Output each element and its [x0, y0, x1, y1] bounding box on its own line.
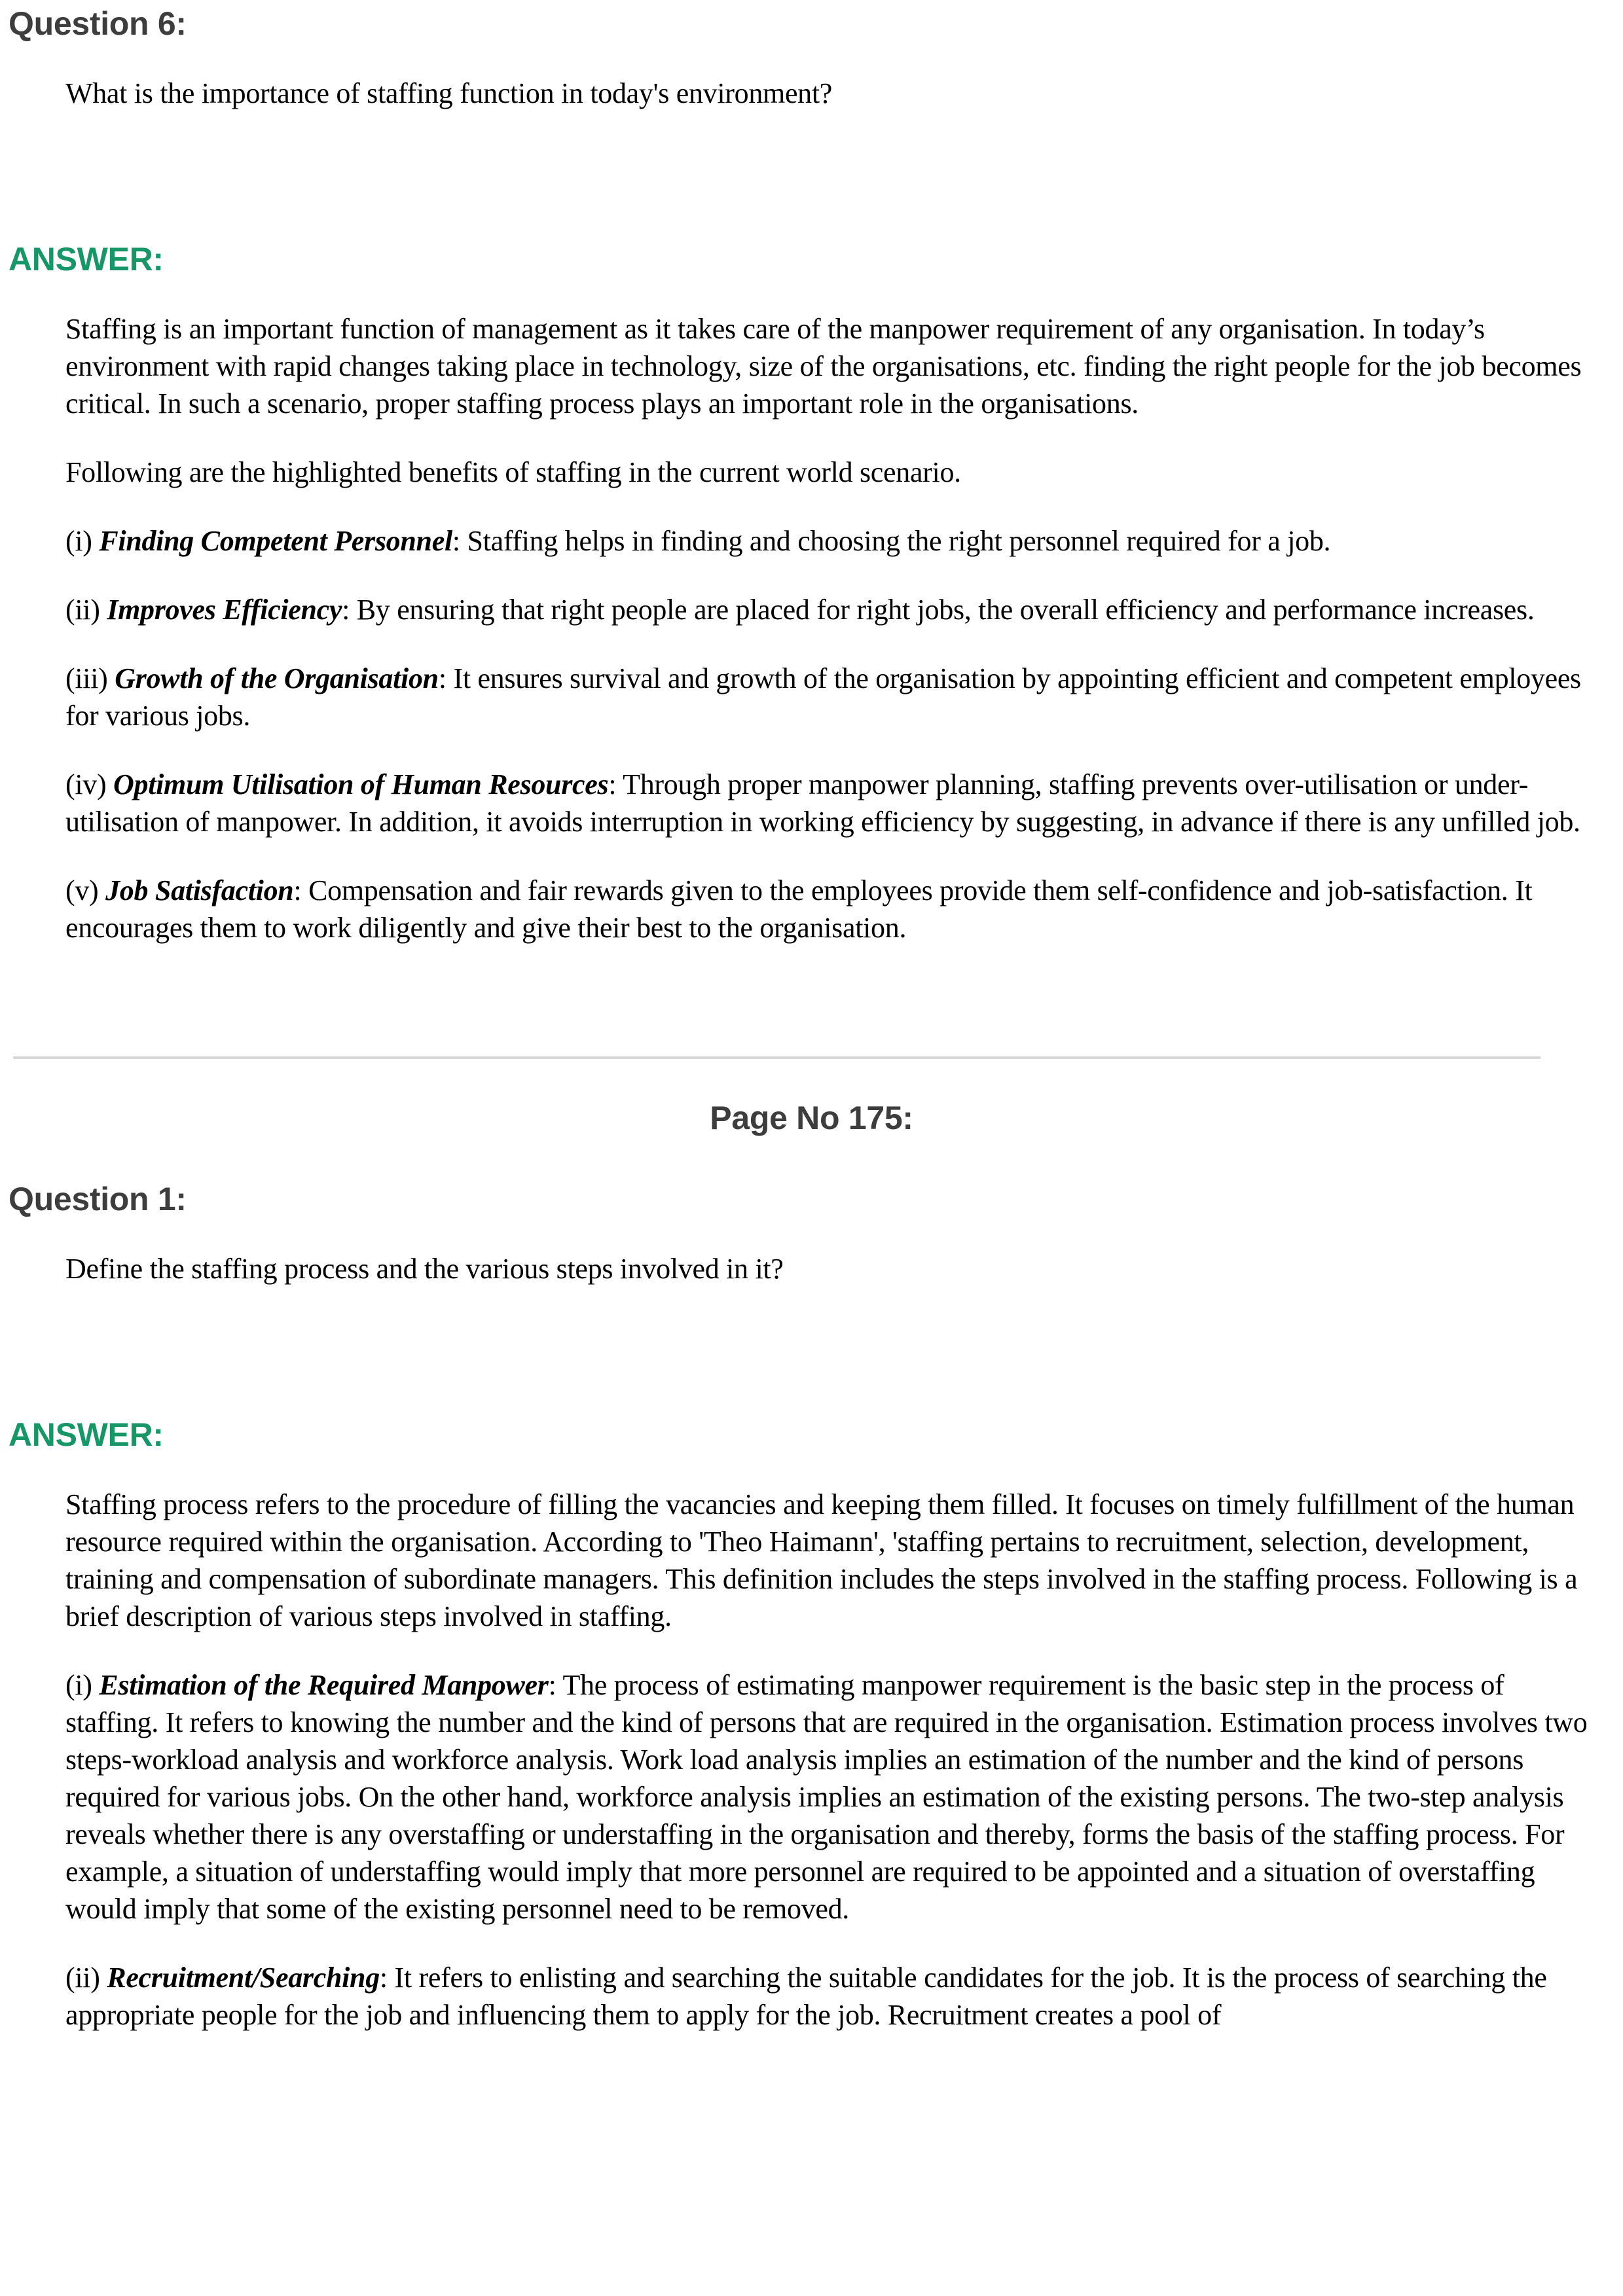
item-lead: Optimum Utilisation of Human Resources: [113, 768, 609, 800]
section-question-1: [0, 1175, 1623, 2034]
answer-paragraph: Following are the highlighted benefits of staffing in the current world scenario.: [65, 456, 961, 488]
item-text: : It refers to enlisting and searching the suitable candidates for the job. It is the process of searching the appropriate people for the job and influencing them to apply for the job. Recruitment creates a pool of: [65, 1962, 1547, 2031]
list-item: [65, 591, 1594, 628]
item-prefix: (iii): [65, 662, 115, 694]
item-lead: Improves Efficiency: [107, 594, 342, 626]
page-number-heading: Page No 175:: [710, 1100, 913, 1136]
section-question-6: [0, 0, 1623, 946]
item-lead: Finding Competent Personnel: [99, 525, 452, 557]
item-text: : The process of estimating manpower requirement is the basic step in the process of staffing. It refers to knowing the number and the kind of persons that are required in the organisation. Estimation process involves two steps-workload analysis and workforce analysis. Work load analysis implies an estimation of the number and the kind of persons required for various jobs. On the other hand, workforce analysis implies an estimation of the existing persons. The two-step analysis reveals whether there is any overstaffing or understaffing in the organisation and thereby, forms the basis of the staffing process. For example, a situation of understaffing would imply that more personnel are required to be appointed and a situation of overstaffing would imply that some of the existing personnel need to be removed.: [65, 1669, 1588, 1925]
page-divider: [13, 1056, 1541, 1059]
item-text: : By ensuring that right people are placed for right jobs, the overall efficiency and performance increases.: [342, 594, 1535, 626]
item-prefix: (ii): [65, 1962, 107, 1994]
answer-paragraph: Staffing process refers to the procedure of filling the vacancies and keeping them filled. It focuses on timely fulfillment of the human resource required within the organisation. According to 'Theo Haimann', 'staffing pertains to recruitment, selection, development, training and compensation of subordinate managers. This definition includes the steps involved in the staffing process. Following is a brief description of various steps involved in staffing.: [65, 1488, 1578, 1632]
answer-heading: ANSWER:: [9, 241, 164, 278]
item-text: : Through proper manpower planning, staffing prevents over-utilisation or under-utilisation of manpower. In addition, it avoids interruption in working efficiency by suggesting, in advance if there is any unfilled job.: [65, 768, 1580, 838]
item-prefix: (iv): [65, 768, 114, 800]
answer-heading: ANSWER:: [9, 1416, 164, 1453]
item-text: : Staffing helps in finding and choosing the right personnel required for a job.: [452, 525, 1331, 557]
list-item: [65, 660, 1594, 734]
item-prefix: (i): [65, 1669, 100, 1701]
item-lead: Growth of the Organisation: [115, 662, 439, 694]
list-item: [65, 1959, 1594, 2034]
list-item: [65, 522, 1594, 560]
item-text: : It ensures survival and growth of the organisation by appointing efficient and competent employees for various jobs.: [65, 662, 1581, 732]
question-6-text: What is the importance of staffing function in today's environment?: [65, 77, 833, 109]
item-prefix: (v): [65, 874, 106, 906]
item-lead: Job Satisfaction: [105, 874, 294, 906]
question-1-text: Define the staffing process and the various steps involved in it?: [65, 1253, 784, 1285]
list-item: [65, 766, 1594, 840]
question-1-heading: Question 1:: [9, 1181, 187, 1217]
question-6-heading: Question 6:: [9, 5, 187, 42]
item-lead: Estimation of the Required Manpower: [99, 1669, 549, 1701]
item-prefix: (i): [65, 525, 100, 557]
list-item: [65, 872, 1594, 946]
list-item: [65, 1666, 1594, 1928]
item-prefix: (ii): [65, 594, 107, 626]
answer-paragraph: Staffing is an important function of management as it takes care of the manpower requirement of any organisation. In today’s environment with rapid changes taking place in technology, size of the organisations, etc. finding the right people for the job becomes critical. In such a scenario, proper staffing process plays an important role in the organisations.: [65, 313, 1582, 420]
item-lead: Recruitment/Searching: [107, 1962, 380, 1994]
item-text: : Compensation and fair rewards given to the employees provide them self-confidence and job-satisfaction. It encourages them to work diligently and give their best to the organisation.: [65, 874, 1533, 944]
